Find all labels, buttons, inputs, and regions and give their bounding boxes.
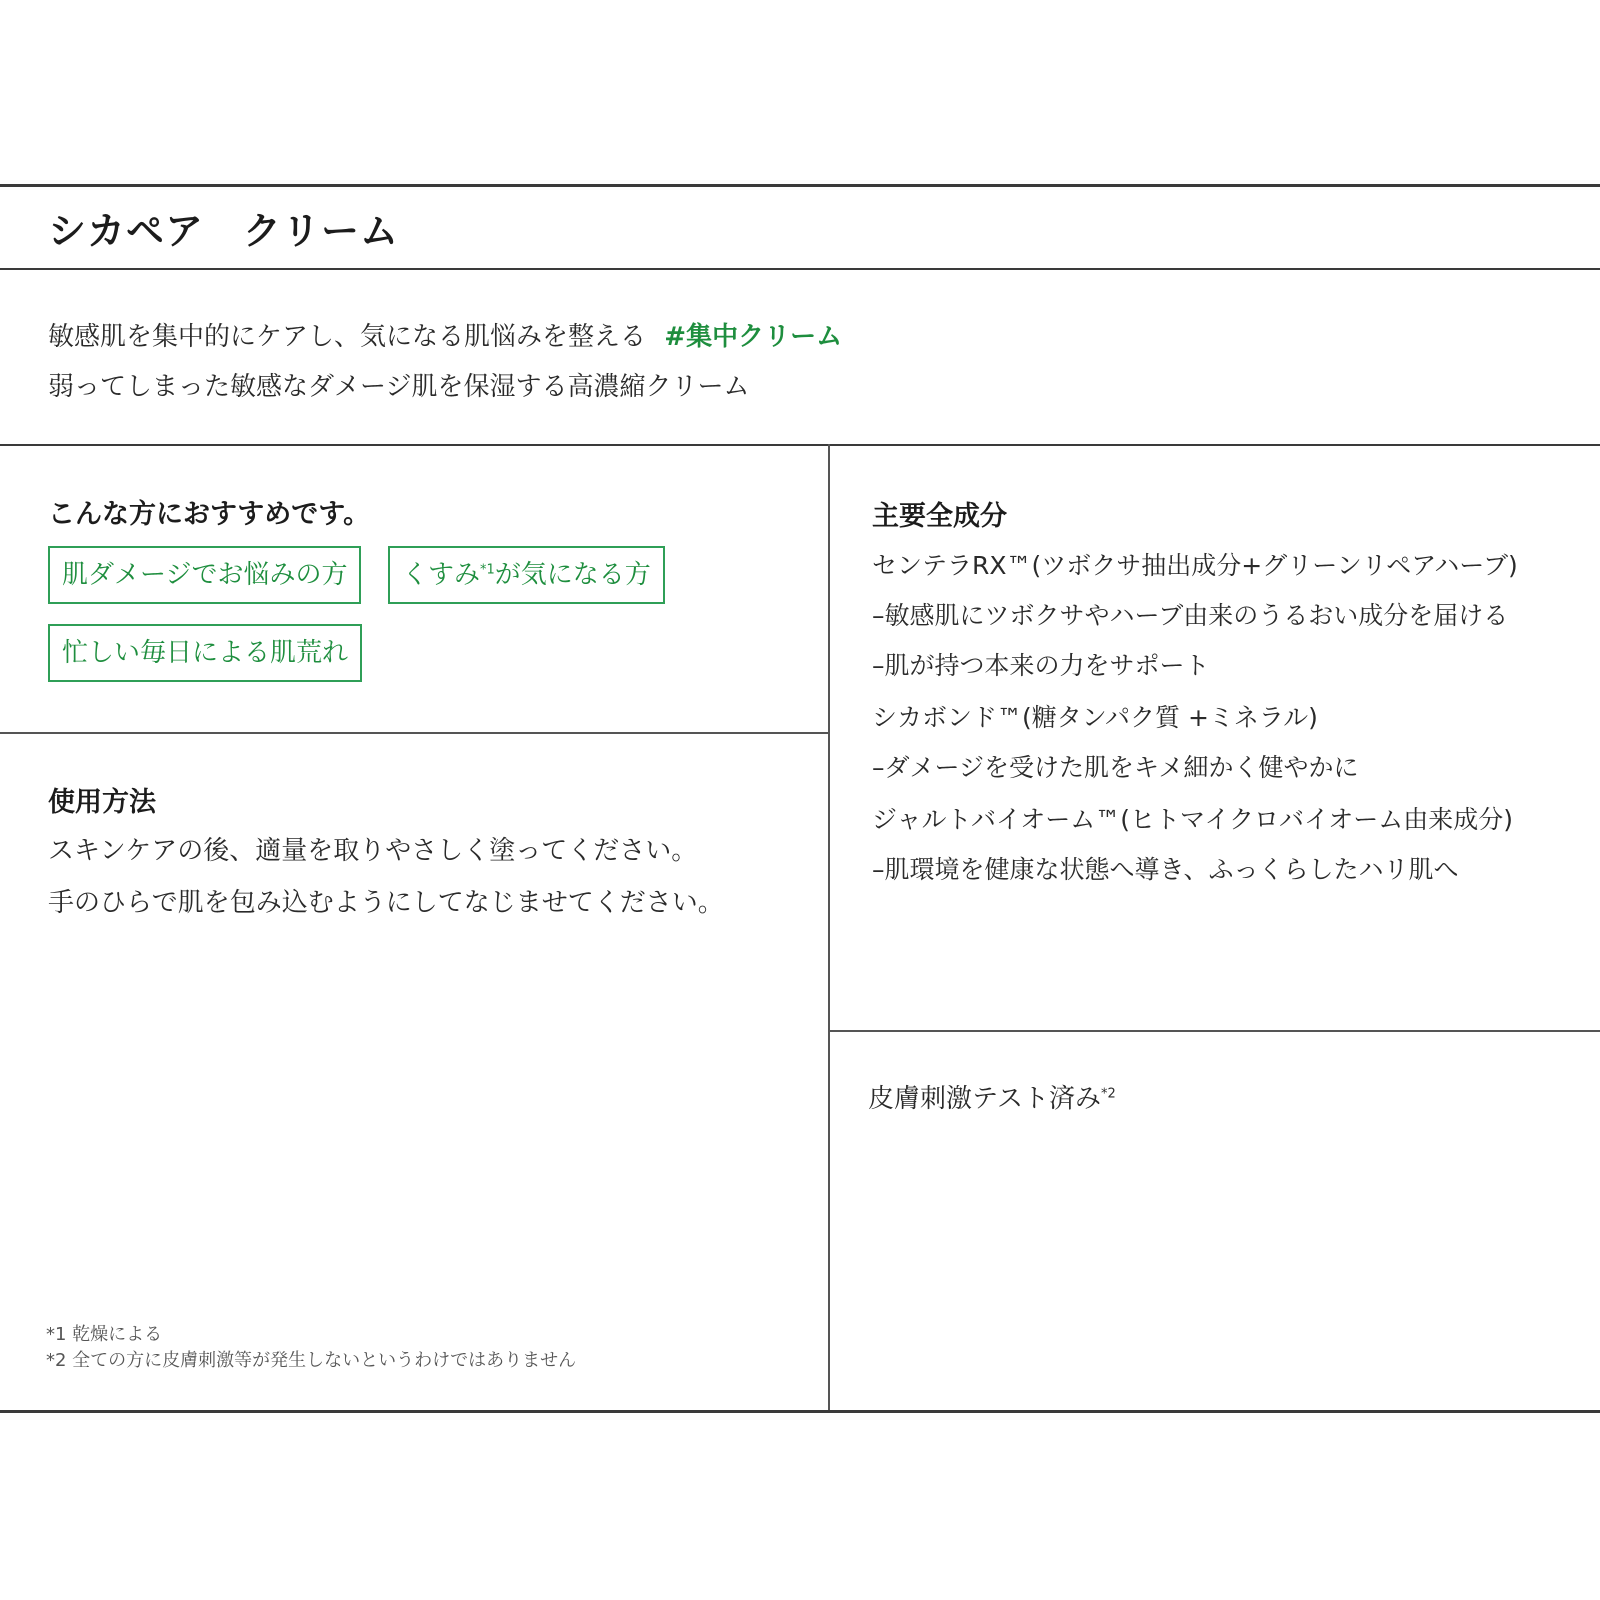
top-border [0, 184, 1600, 187]
tag-footnote-mark: *1 [480, 562, 495, 578]
hashtag: #集中クリーム [664, 322, 843, 352]
intro-line-1 [48, 316, 842, 353]
tag-dullness [388, 546, 665, 604]
ingredient-line: ジャルトバイオーム™(ヒトマイクロバイオーム由来成分) [872, 805, 1514, 834]
ingredients-divider [830, 1030, 1600, 1032]
ingredient-line: シカボンド™(糖タンパク質 +ミネラル) [872, 703, 1318, 732]
tag-busy-days [48, 624, 362, 682]
footnote-1: *1 乾燥による [46, 1324, 163, 1345]
tag-label: くすみ [402, 560, 481, 590]
ingredient-line: –ダメージを受けた肌をキメ細かく健やかに [872, 753, 1359, 782]
intro-divider [0, 444, 1600, 446]
tag-label: 肌ダメージでお悩みの方 [62, 560, 348, 590]
skin-test-footnote-mark: *2 [1100, 1086, 1116, 1102]
footnote-2: *2 全ての方に皮膚刺激等が発生しないというわけではありません [46, 1350, 577, 1371]
ingredient-line: センテラRX™(ツボクサ抽出成分+グリーンリペアハーブ) [872, 551, 1518, 580]
ingredient-line: –敏感肌にツボクサやハーブ由来のうるおい成分を届ける [872, 601, 1509, 630]
ingredient-line: –肌が持つ本来の力をサポート [872, 651, 1210, 680]
usage-line-1: スキンケアの後、適量を取りやさしく塗ってください。 [48, 836, 698, 866]
page-title: シカペア クリーム [48, 209, 400, 253]
ingredient-line: –肌環境を健康な状態へ導き、ふっくらしたハリ肌へ [872, 855, 1459, 884]
title-divider [0, 268, 1600, 270]
skin-test-note [868, 1078, 1116, 1115]
column-divider [828, 444, 830, 1412]
usage-heading: 使用方法 [48, 787, 156, 818]
ingredients-heading: 主要全成分 [872, 501, 1007, 532]
skin-test-text: 皮膚刺激テスト済み [868, 1084, 1101, 1114]
tag-skin-damage [48, 546, 361, 604]
tag-label: 忙しい毎日による肌荒れ [62, 638, 349, 668]
intro-line-2: 弱ってしまった敏感なダメージ肌を保湿する高濃縮クリーム [48, 372, 750, 402]
bottom-border [0, 1410, 1600, 1413]
intro-text: 敏感肌を集中的にケアし、気になる肌悩みを整える [48, 322, 647, 352]
usage-line-2: 手のひらで肌を包み込むようにしてなじませてください。 [48, 888, 724, 918]
tag-label: が気になる方 [494, 560, 651, 590]
recommend-heading: こんな方におすすめです。 [48, 499, 371, 530]
recommend-divider [0, 732, 830, 734]
